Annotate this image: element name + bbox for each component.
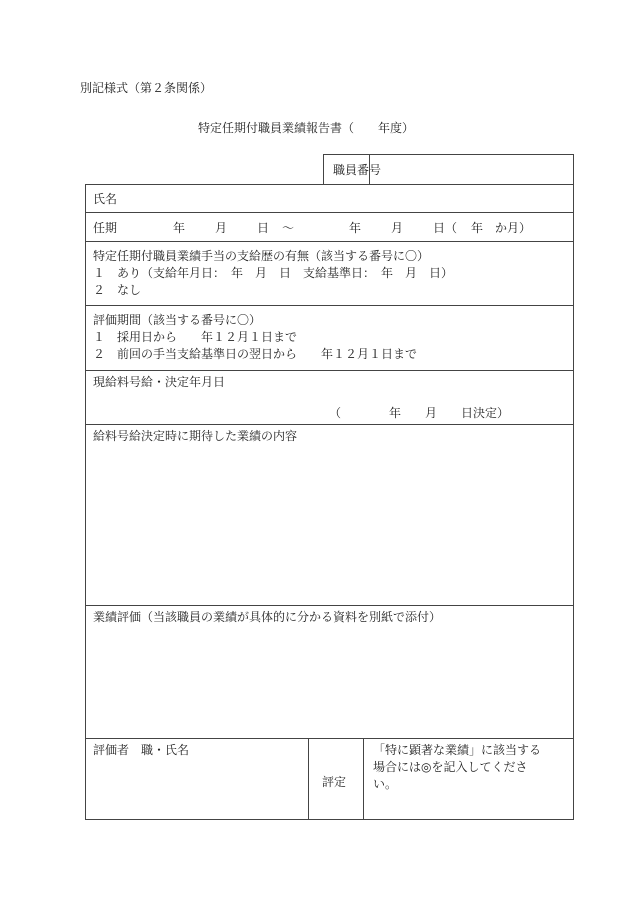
performance-evaluation-field[interactable] [86, 628, 573, 737]
term-duration: 年 か月） [471, 221, 532, 235]
employee-number-box [323, 154, 574, 185]
evaluator-field[interactable] [86, 760, 307, 818]
form-reference-note: 別記様式（第２条関係） [80, 81, 213, 95]
expected-results-field[interactable] [86, 447, 573, 604]
term-end-day: 日（ [433, 221, 458, 235]
term-start-year: 年 [173, 221, 186, 235]
rating-label: 評定 [322, 775, 347, 789]
term-end-month: 月 [391, 221, 404, 235]
name-label: 氏名 [93, 192, 118, 206]
term-label: 任期 [93, 221, 118, 235]
name-field[interactable] [136, 185, 573, 212]
bonus-history-option-yes[interactable]: １ あり（支給年月日： 年 月 日 支給基準日： 年 月 日） [93, 266, 454, 280]
employee-number-label: 職員番号 [333, 163, 382, 177]
rating-note-line-3: い。 [373, 777, 398, 791]
evaluation-period-option-2[interactable]: ２ 前回の手当支給基準日の翌日から 年１２月１日まで [93, 347, 418, 361]
evaluation-period-question: 評価期間（該当する番号に〇） [93, 313, 262, 327]
main-form-table [85, 184, 574, 820]
expected-results-label: 給料号給決定時に期待した業績の内容 [93, 429, 298, 443]
rating-note-line-1: 「特に顕著な業績」に該当する [373, 743, 542, 757]
term-end-year: 年 [349, 221, 362, 235]
bonus-history-question: 特定任期付職員業績手当の支給歴の有無（該当する番号に〇） [93, 249, 430, 263]
bonus-history-option-no[interactable]: ２ なし [93, 283, 142, 297]
current-salary-label: 現給料号給・決定年月日 [93, 375, 226, 389]
evaluation-period-option-1[interactable]: １ 採用日から 年１２月１日まで [93, 330, 298, 344]
term-start-month: 月 [215, 221, 228, 235]
form-title: 特定任期付職員業績報告書（ 年度） [198, 121, 415, 135]
term-tilde: 〜 [282, 221, 295, 235]
term-start-day: 日 [257, 221, 270, 235]
performance-evaluation-label: 業績評価（当該職員の業績が具体的に分かる資料を別紙で添付） [93, 610, 442, 624]
rating-note-line-2: 場合には◎を記入してくださ [373, 760, 528, 774]
current-salary-decision-date: （ 年 月 日決定） [329, 406, 510, 420]
evaluator-label: 評価者 職・氏名 [93, 743, 190, 757]
